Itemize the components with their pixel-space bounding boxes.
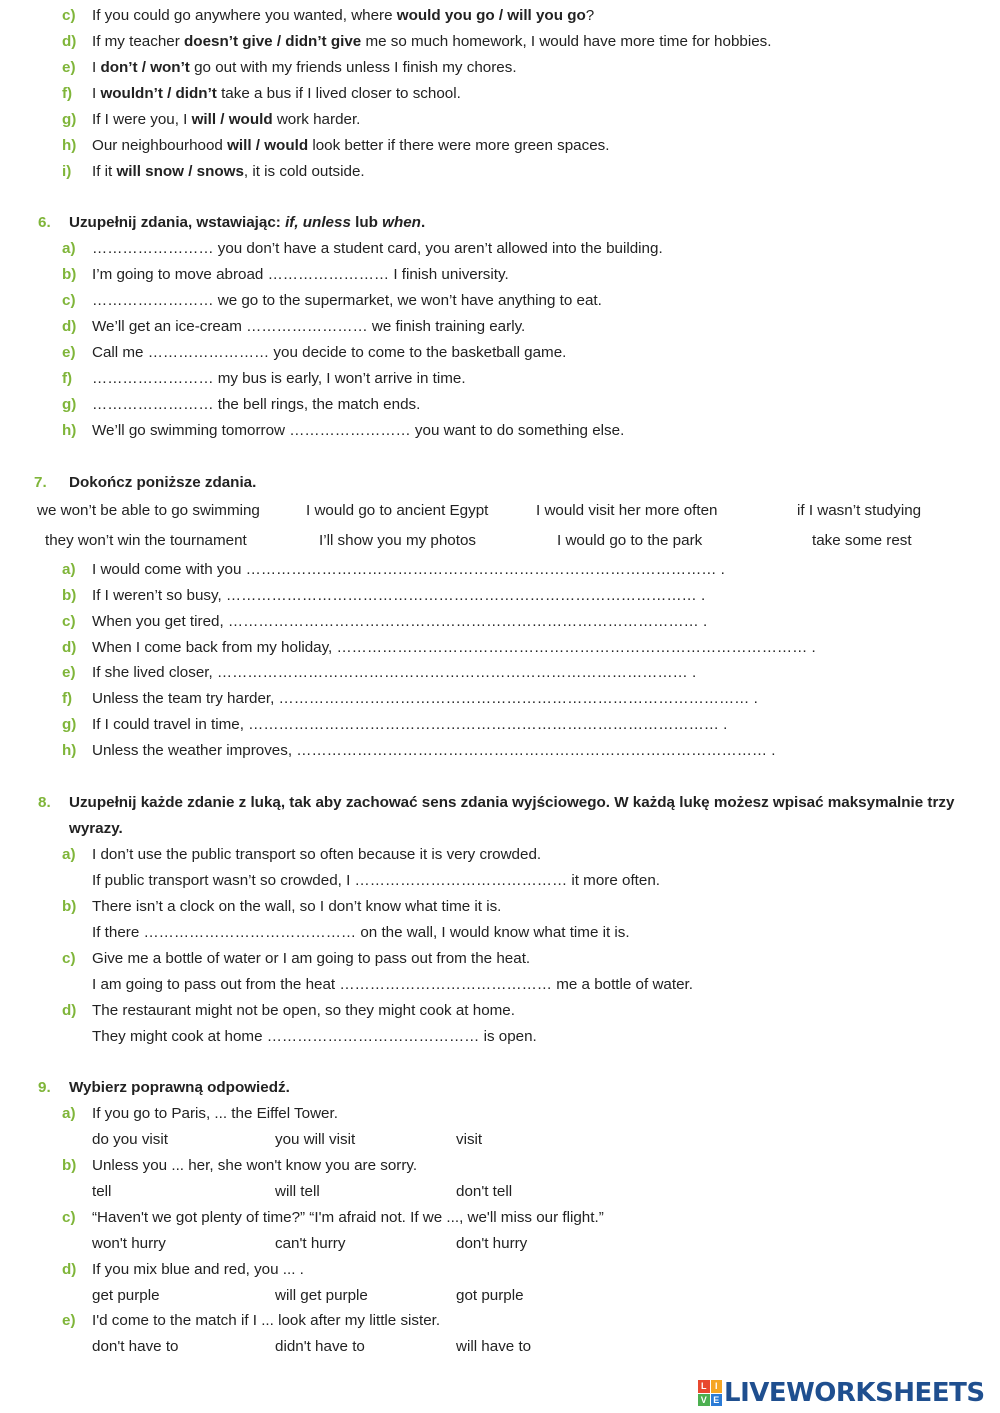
answer-option[interactable]: don't have to <box>92 1338 179 1355</box>
exercise-number: 7. <box>34 474 47 491</box>
gap-sentence: …………………… you don’t have a student card, you aren’t allowed into the building. <box>92 240 663 257</box>
source-sentence: Give me a bottle of water or I am going to pass out from the heat. <box>92 950 531 967</box>
exercise-number: 9. <box>38 1079 51 1096</box>
gap-sentence: …………………… my bus is early, I won’t arrive in time. <box>92 370 466 387</box>
text-fragment: look better if there were more green spaces. <box>308 137 610 154</box>
exercise-title: Wybierz poprawną odpowiedź. <box>69 1079 290 1096</box>
choice-sentence <box>92 162 365 182</box>
logo-text: LIVEWORKSHEETS <box>724 1378 985 1408</box>
completion-sentence: Unless the weather improves, ………………………………………………………………………………… . <box>92 742 776 759</box>
item-letter: d) <box>62 639 77 656</box>
question-text: If you mix blue and red, you ... . <box>92 1261 304 1278</box>
exercise-title: Dokończ poniższe zdania. <box>69 474 257 491</box>
answer-option[interactable]: got purple <box>456 1287 524 1304</box>
word-bank-phrase[interactable]: they won’t win the tournament <box>45 532 247 549</box>
text-fragment: lub <box>350 214 383 231</box>
word-bank-phrase[interactable]: I’ll show you my photos <box>319 532 477 549</box>
answer-option[interactable]: do you visit <box>92 1131 168 1148</box>
item-letter: b) <box>62 587 77 604</box>
text-fragment: If I were you, I <box>92 111 192 128</box>
exercise-title <box>69 210 979 236</box>
gap-sentence: Call me …………………… you decide to come to the basketball game. <box>92 344 567 361</box>
word-bank-phrase[interactable]: I would go to the park <box>557 532 703 549</box>
gap-sentence: We’ll get an ice-cream …………………… we finish training early. <box>92 318 526 335</box>
item-letter: c) <box>62 613 76 630</box>
choice-sentence <box>92 58 517 78</box>
text-fragment: . <box>420 214 426 231</box>
text-fragment: If it <box>92 163 117 180</box>
answer-option[interactable]: don't hurry <box>456 1235 528 1252</box>
item-letter: e) <box>62 59 76 76</box>
choice-sentence <box>92 136 609 156</box>
item-letter: a) <box>62 846 76 863</box>
text-fragment: when <box>382 214 421 231</box>
answer-option[interactable]: will have to <box>456 1338 532 1355</box>
text-fragment: I <box>92 85 101 102</box>
completion-sentence: If I could travel in time, ………………………………………………………………………………… . <box>92 716 728 733</box>
item-letter: d) <box>62 1261 77 1278</box>
item-letter: d) <box>62 1002 77 1019</box>
question-text: “Haven't we got plenty of time?” “I'm afraid not. If we ..., we'll miss our flight.” <box>92 1209 604 1226</box>
item-letter: f) <box>62 690 73 707</box>
transformation-sentence[interactable]: If public transport wasn’t so crowded, I …………………………………… it more often. <box>92 872 661 889</box>
word-bank-phrase[interactable]: I would visit her more often <box>536 502 718 519</box>
item-letter: c) <box>62 1209 76 1226</box>
transformation-sentence[interactable]: They might cook at home …………………………………… is open. <box>92 1028 537 1045</box>
completion-sentence: When I come back from my holiday, ………………………………………………………………………………… . <box>92 639 816 656</box>
item-letter: a) <box>62 561 76 578</box>
text-fragment[interactable]: will / would <box>191 111 273 128</box>
text-fragment: me so much homework, I would have more time for hobbies. <box>361 33 772 50</box>
exercise-number: 8. <box>38 794 51 811</box>
choice-sentence <box>92 32 771 52</box>
completion-sentence: I would come with you ………………………………………………………………………………… . <box>92 561 725 578</box>
text-fragment: Uzupełnij zdania, wstawiając: <box>69 214 286 231</box>
item-letter: h) <box>62 742 77 759</box>
word-bank-phrase[interactable]: if I wasn’t studying <box>797 502 922 519</box>
question-text: Unless you ... her, she won't know you are sorry. <box>92 1157 418 1174</box>
item-letter: h) <box>62 137 77 154</box>
item-letter: a) <box>62 240 76 257</box>
item-letter: c) <box>62 950 76 967</box>
item-letter: c) <box>62 292 76 309</box>
gap-sentence: …………………… the bell rings, the match ends. <box>92 396 421 413</box>
text-fragment: If you could go anywhere you wanted, where <box>92 7 397 24</box>
item-letter: i) <box>62 163 72 180</box>
item-letter: c) <box>62 7 76 24</box>
choice-sentence <box>92 6 594 26</box>
logo-mark-icon: L I V E <box>698 1380 722 1406</box>
item-letter: e) <box>62 664 76 681</box>
text-fragment[interactable]: would you go / will you go <box>396 7 586 24</box>
item-letter: e) <box>62 1312 76 1329</box>
gap-sentence: …………………… we go to the supermarket, we won’t have anything to eat. <box>92 292 602 309</box>
text-fragment: I <box>92 59 101 76</box>
item-letter: f) <box>62 85 73 102</box>
answer-option[interactable]: will get purple <box>275 1287 368 1304</box>
text-fragment: take a bus if I lived closer to school. <box>216 85 461 102</box>
text-fragment: , it is cold outside. <box>243 163 365 180</box>
item-letter: b) <box>62 898 77 915</box>
answer-option[interactable]: won't hurry <box>92 1235 166 1252</box>
item-letter: a) <box>62 1105 76 1122</box>
question-text: I'd come to the match if I ... look after my little sister. <box>92 1312 441 1329</box>
item-letter: d) <box>62 318 77 335</box>
text-fragment: Our neighbourhood <box>92 137 228 154</box>
item-letter: b) <box>62 266 77 283</box>
source-sentence: There isn’t a clock on the wall, so I don’t know what time it is. <box>92 898 502 915</box>
question-text: If you go to Paris, ... the Eiffel Tower. <box>92 1105 338 1122</box>
text-fragment[interactable]: will / would <box>227 137 309 154</box>
gap-sentence: We’ll go swimming tomorrow …………………… you want to do something else. <box>92 422 625 439</box>
source-sentence: I don’t use the public transport so often because it is very crowded. <box>92 846 542 863</box>
answer-option[interactable]: didn't have to <box>275 1338 365 1355</box>
item-letter: h) <box>62 422 77 439</box>
word-bank-phrase[interactable]: I would go to ancient Egypt <box>306 502 489 519</box>
text-fragment: work harder. <box>272 111 361 128</box>
completion-sentence: If I weren’t so busy, ………………………………………………………………………………… . <box>92 587 706 604</box>
text-fragment[interactable]: will snow / snows <box>116 163 244 180</box>
text-fragment[interactable]: doesn’t give / didn’t give <box>184 33 362 50</box>
text-fragment: If my teacher <box>92 33 185 50</box>
word-bank-phrase[interactable]: take some rest <box>812 532 912 549</box>
answer-option[interactable]: don't tell <box>456 1183 513 1200</box>
completion-sentence: If she lived closer, ………………………………………………………………………………… . <box>92 664 697 681</box>
text-fragment: ? <box>585 7 595 24</box>
word-bank-phrase[interactable]: we won’t be able to go swimming <box>37 502 260 519</box>
item-letter: f) <box>62 370 73 387</box>
text-fragment[interactable]: wouldn’t / didn’t <box>100 85 217 102</box>
item-letter: g) <box>62 396 77 413</box>
answer-option[interactable]: visit <box>456 1131 483 1148</box>
item-letter: b) <box>62 1157 77 1174</box>
text-fragment[interactable]: don’t / won’t <box>100 59 190 76</box>
transformation-sentence[interactable]: If there …………………………………… on the wall, I would know what time it is. <box>92 924 630 941</box>
transformation-sentence[interactable]: I am going to pass out from the heat …………………………………… me a bottle of water. <box>92 976 693 993</box>
exercise-title: Uzupełnij każde zdanie z luką, tak aby zachować sens zdania wyjściowego. W każdą lukę możesz wpisać maksymalnie trzy wyrazy. <box>69 794 955 837</box>
answer-option[interactable]: will tell <box>275 1183 320 1200</box>
answer-option[interactable]: you will visit <box>275 1131 356 1148</box>
answer-option[interactable]: tell <box>92 1183 112 1200</box>
exercise-number: 6. <box>38 214 51 231</box>
text-fragment: go out with my friends unless I finish my chores. <box>189 59 517 76</box>
liveworksheets-logo <box>698 1376 985 1410</box>
choice-sentence <box>92 84 461 104</box>
completion-sentence: Unless the team try harder, ………………………………………………………………………………… . <box>92 690 758 707</box>
completion-sentence: When you get tired, ………………………………………………………………………………… . <box>92 613 708 630</box>
text-fragment: if, unless <box>285 214 351 231</box>
choice-sentence <box>92 110 360 130</box>
source-sentence: The restaurant might not be open, so they might cook at home. <box>92 1002 515 1019</box>
item-letter: g) <box>62 111 77 128</box>
item-letter: e) <box>62 344 76 361</box>
item-letter: d) <box>62 33 77 50</box>
item-letter: g) <box>62 716 77 733</box>
answer-option[interactable]: get purple <box>92 1287 160 1304</box>
answer-option[interactable]: can't hurry <box>275 1235 346 1252</box>
gap-sentence: I’m going to move abroad …………………… I finish university. <box>92 266 509 283</box>
